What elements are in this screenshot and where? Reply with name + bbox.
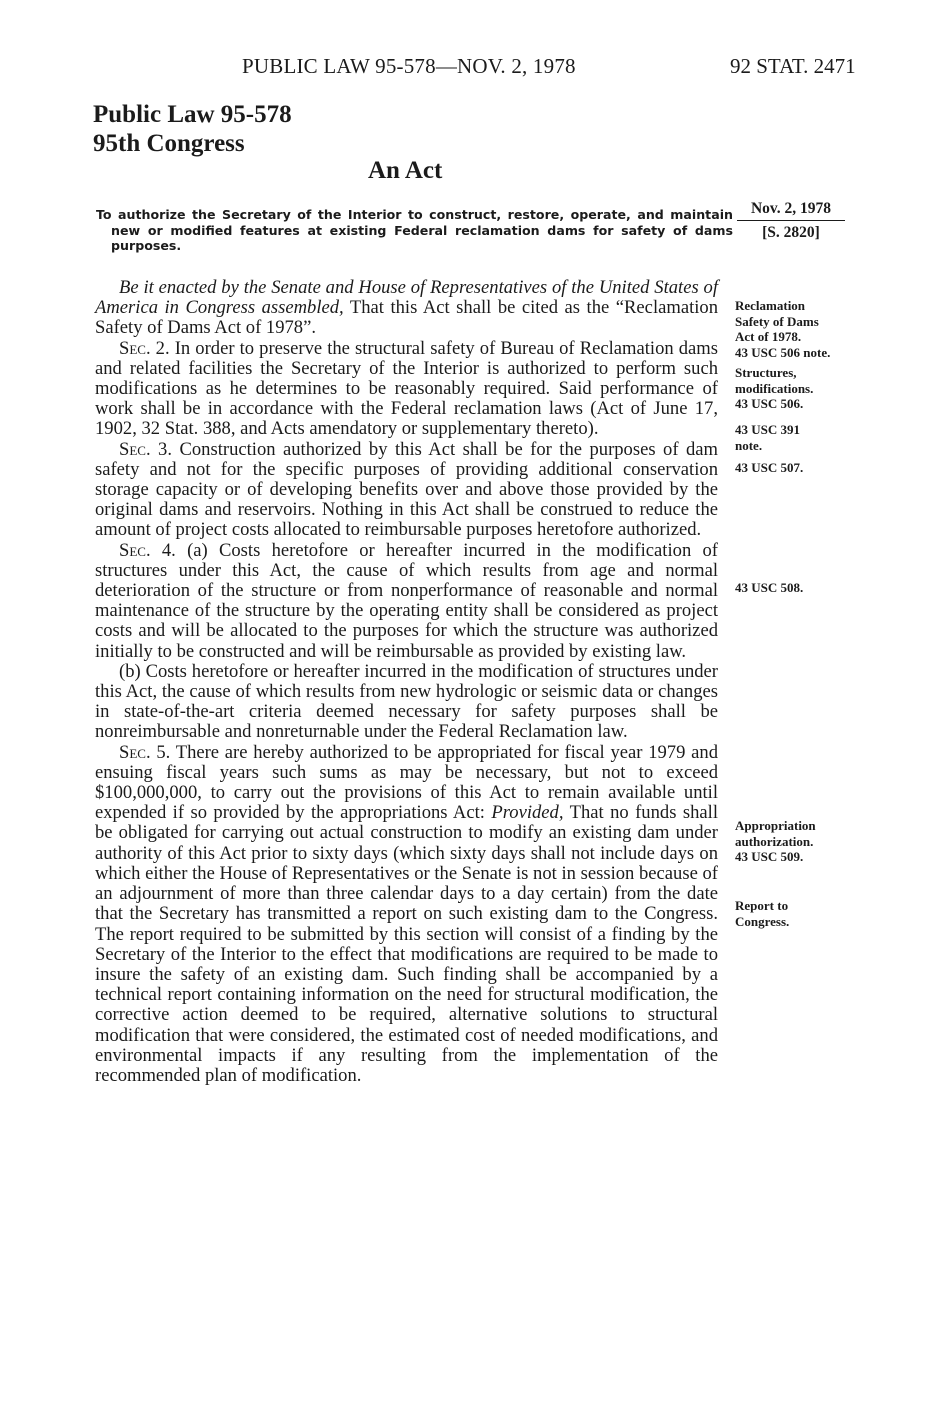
sidenote-usc-507 <box>735 460 855 476</box>
section-2-text: In order to preserve the structural safety of Bureau of Reclamation dams and related facilities the Secretary of the Interior is authorized to perform such modifications as he determines to be reasonably required. Said performance of work shall be in accordance with the Federal reclamation laws (Act of June 17, 1902, 32 Stat. 388, and Acts amendatory or supplementary thereto). <box>95 337 718 440</box>
stat-reference: 92 STAT. 2471 <box>730 54 856 78</box>
section-5-provided: Provided, <box>491 802 564 824</box>
section-5-text-a: There are hereby authorized to be appropriated for fiscal year 1979 and ensuing fiscal years such sums as may be necessary, but not to exceed $100,000,000, to carry out the provisions of this Act to remain available until expended if so provided by the appropriations Act: <box>95 741 718 824</box>
section-3 <box>95 440 718 541</box>
section-3-label: Sec. 3. <box>119 438 173 460</box>
sidenote-line: authorization. <box>735 833 814 849</box>
sidenote-line: Reclamation <box>735 298 806 313</box>
an-act-heading: An Act <box>368 157 443 184</box>
section-4a <box>95 541 718 662</box>
sidenote-line: 43 USC 506 note. <box>735 344 831 360</box>
sidenote-line: 43 USC 506. <box>735 396 804 411</box>
sidenote-short-title <box>735 298 855 360</box>
sidenote-line: note. <box>735 437 763 453</box>
section-5-label: Sec. 5. <box>119 741 171 763</box>
section-4b: (b) Costs heretofore or hereafter incurred in the modification of structures under this Act, the cause of which results from new hydrologic or seismic data or changes in state-of-the-art criteria deemed necessary for safety purposes shall be nonreimbursable and nonreturnable under the Federal Reclamation law. <box>95 660 718 743</box>
sidenote-report <box>735 898 855 929</box>
sidenote-line: 43 USC 508. <box>735 580 804 595</box>
act-body <box>95 278 718 1086</box>
bill-number: [S. 2820] <box>762 224 820 241</box>
section-4a-text: (a) Costs heretofore or hereafter incurred in the modification of structures under this Act, the cause of which results from age and normal deterioration of the structure or from nonperformance of reasonable and normal maintenance of the structure by the operating entity shall be considered as project costs and will be allocated to the purposes for which the structure was authorized initially to be constructed and will be reimbursable as provided by existing law. <box>95 539 718 662</box>
sidenote-line: 43 USC 391 <box>735 422 801 437</box>
section-4-label: Sec. 4. <box>119 539 176 561</box>
sidenote-line: Congress. <box>735 913 790 929</box>
enacting-clause <box>95 278 718 339</box>
sidenote-line: 43 USC 509. <box>735 849 804 864</box>
sidenote-line: Act of 1978. <box>735 329 802 344</box>
sidenote-usc-391 <box>735 422 855 453</box>
sidenote-usc-508 <box>735 580 855 596</box>
enacting-clause-italic: Be it enacted by the Senate and House of Representatives of the United States of America in Congress assembled, <box>95 277 718 319</box>
public-law-title: Public Law 95-578 <box>93 101 292 128</box>
section-2 <box>95 339 718 440</box>
sidenote-line: Structures, <box>735 365 797 380</box>
section-3-text: Construction authorized by this Act shall be for the purposes of dam safety and not for the specific purposes of providing additional conservation storage capacity or of developing benefits over and above those provided by the original dams and reservoirs. Nothing in this Act shall be construed to reduce the amount of project costs allocated to reimbursable purposes heretofore authorized. <box>95 438 718 541</box>
section-5 <box>95 743 718 1086</box>
sidenote-line: Safety of Dams <box>735 313 819 329</box>
sidenote-line: modifications. <box>735 380 814 396</box>
running-head: PUBLIC LAW 95-578—NOV. 2, 1978 <box>242 54 576 78</box>
section-5-text-b: That no funds shall be obligated for carrying out actual construction to modify an existing dam under authority of this Act prior to sixty days (which sixty days shall not include days on which either the House of Representatives or the Senate is not in session because of an adjournment of more than three calendar days to a day certain) from the date that the Secretary has transmitted a report on such existing dam to the Congress. The report required to be submitted by this section will consist of a finding by the Secretary of the Interior to the effect that modifications are required to be made to insure the safety of an existing dam. Such finding shall be accompanied by a technical report containing information on the need for structural modification, the corrective action deemed to be required, alternative solutions to structural modification that were considered, the estimated cost of needed modifications, and environmental impacts if any resulting from the implementation of the recommended plan of modification. <box>95 802 718 1086</box>
purpose-statement: To authorize the Secretary of the Interior to construct, restore, operate, and maintain new or modified features at existing Federal reclamation dams for safety of dams purposes. <box>96 207 733 253</box>
enacting-clause-text: That this Act shall be cited as the “Reclamation Safety of Dams Act of 1978”. <box>95 297 718 339</box>
sidenote-appropriation <box>735 818 855 865</box>
enactment-date: Nov. 2, 1978 <box>737 200 845 221</box>
sidenote-line: 43 USC 507. <box>735 460 804 475</box>
section-2-label: Sec. 2. <box>119 337 170 359</box>
sidenote-line: Appropriation <box>735 818 816 833</box>
date-sidenote <box>737 200 845 242</box>
sidenote-structures <box>735 365 855 412</box>
sidenote-line: Report to <box>735 898 789 913</box>
congress-title: 95th Congress <box>93 130 245 157</box>
